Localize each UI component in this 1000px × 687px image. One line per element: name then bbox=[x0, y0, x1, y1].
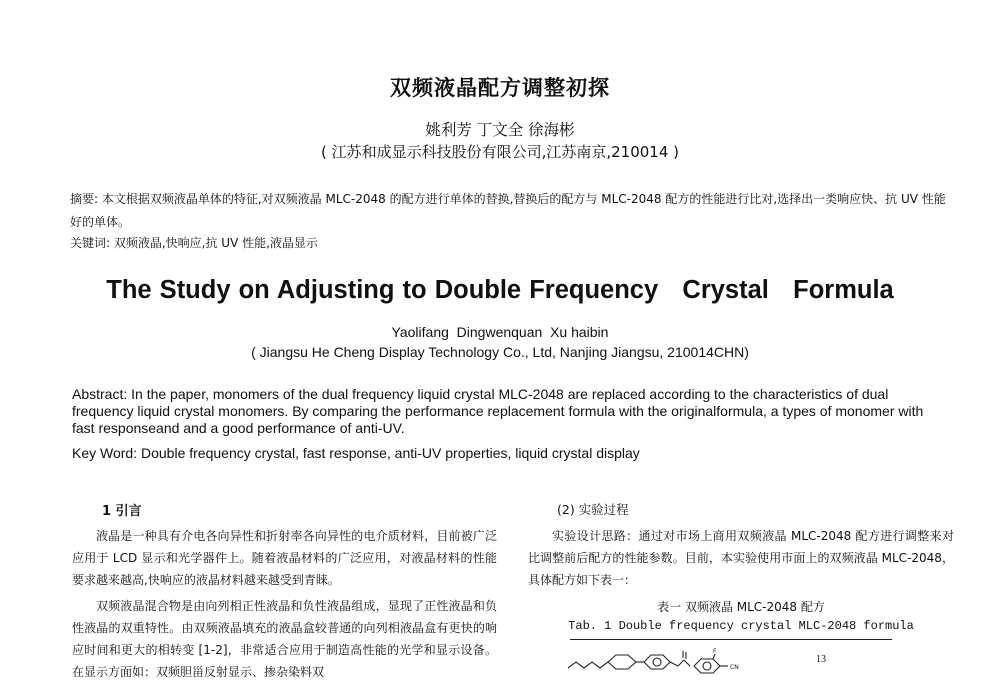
english-abstract: Abstract: In the paper, monomers of the dual frequency liquid crystal MLC-2048 are replaced according to the characteristics of dual frequency liquid crystal monomers. By comparing the performance replacement formula with the originalformula, a types of monomer with fast responseand and a good performance of anti-UV. bbox=[72, 386, 924, 436]
alkyl-chain bbox=[568, 662, 608, 668]
english-title: The Study on Adjusting to Double Frequency Crystal Formula bbox=[106, 276, 894, 304]
chinese-affiliation: ( 江苏和成显示科技股份有限公司,江苏南京,210014 ) bbox=[320, 143, 680, 161]
left-column bbox=[72, 525, 497, 687]
structure-label-f: F bbox=[713, 648, 717, 655]
cyclohexane-ring bbox=[608, 655, 636, 669]
experiment-paragraph: 实验设计思路：通过对市场上商用双频液晶 MLC-2048 配方进行调整来对比调整前后配方的性能参数。目前，本实验使用市面上的双频液晶 MLC-2048，具体配方如下表一： bbox=[528, 529, 954, 587]
intro-paragraph: 液晶是一种具有介电各向异性和折射率各向异性的电介质材料，目前被广泛应用于 LCD 显示和光学器件上。随着液晶材料的广泛应用，对液晶材料的性能要求越来越高,快响应的液晶材料越来越受到青睐。 bbox=[72, 529, 497, 587]
intro-paragraph: 双频液晶混合物是由向列相正性液晶和负性液晶组成，显现了正性液晶和负性液晶的双重特性。由双频液晶填充的液晶盒较普通的向列相液晶盒有更快的响应时间和更大的相转变 [1-2]，非常适合应用于制造高性能的光学和显示设备。在显示方面如：双频胆甾反射显示、掺杂染料双 bbox=[72, 599, 497, 679]
table-top-rule bbox=[570, 639, 892, 640]
english-keywords: Key Word: Double frequency crystal, fast response, anti-UV properties, liquid crystal display bbox=[72, 445, 640, 461]
section-heading-introduction: 1 引言 bbox=[102, 504, 142, 519]
table-caption-en: Tab. 1 Double frequency crystal MLC-2048 formula bbox=[568, 619, 914, 633]
chinese-abstract: 摘要: 本文根据双频液晶单体的特征,对双频液晶 MLC-2048 的配方进行单体的替换,替换后的配方与 MLC-2048 配方的性能进行比对,选择出一类响应快、抗 UV 性能好的单体。 bbox=[70, 192, 946, 229]
experiment-process-heading: (2) 实验过程 bbox=[557, 502, 629, 517]
english-authors: Yaolifang Dingwenquan Xu haibin bbox=[391, 324, 609, 340]
chinese-title: 双频液晶配方调整初探 bbox=[390, 76, 610, 100]
english-affiliation: ( Jiangsu He Cheng Display Technology Co., Ltd, Nanjing Jiangsu, 210014CHN) bbox=[251, 344, 749, 360]
table-row-value: 13 bbox=[816, 654, 826, 665]
table-caption-cn: 表一 双频液晶 MLC-2048 配方 bbox=[657, 600, 825, 614]
molecule-structure-icon bbox=[566, 646, 756, 680]
benzene-ring bbox=[644, 655, 670, 669]
fluoro-benzene-ring bbox=[694, 659, 720, 673]
right-column bbox=[528, 525, 954, 591]
structure-label-cn: CN bbox=[730, 664, 739, 671]
chinese-authors: 姚利芳 丁文全 徐海彬 bbox=[425, 121, 575, 139]
chinese-keywords: 关键词: 双频液晶,快响应,抗 UV 性能,液晶显示 bbox=[70, 236, 318, 250]
